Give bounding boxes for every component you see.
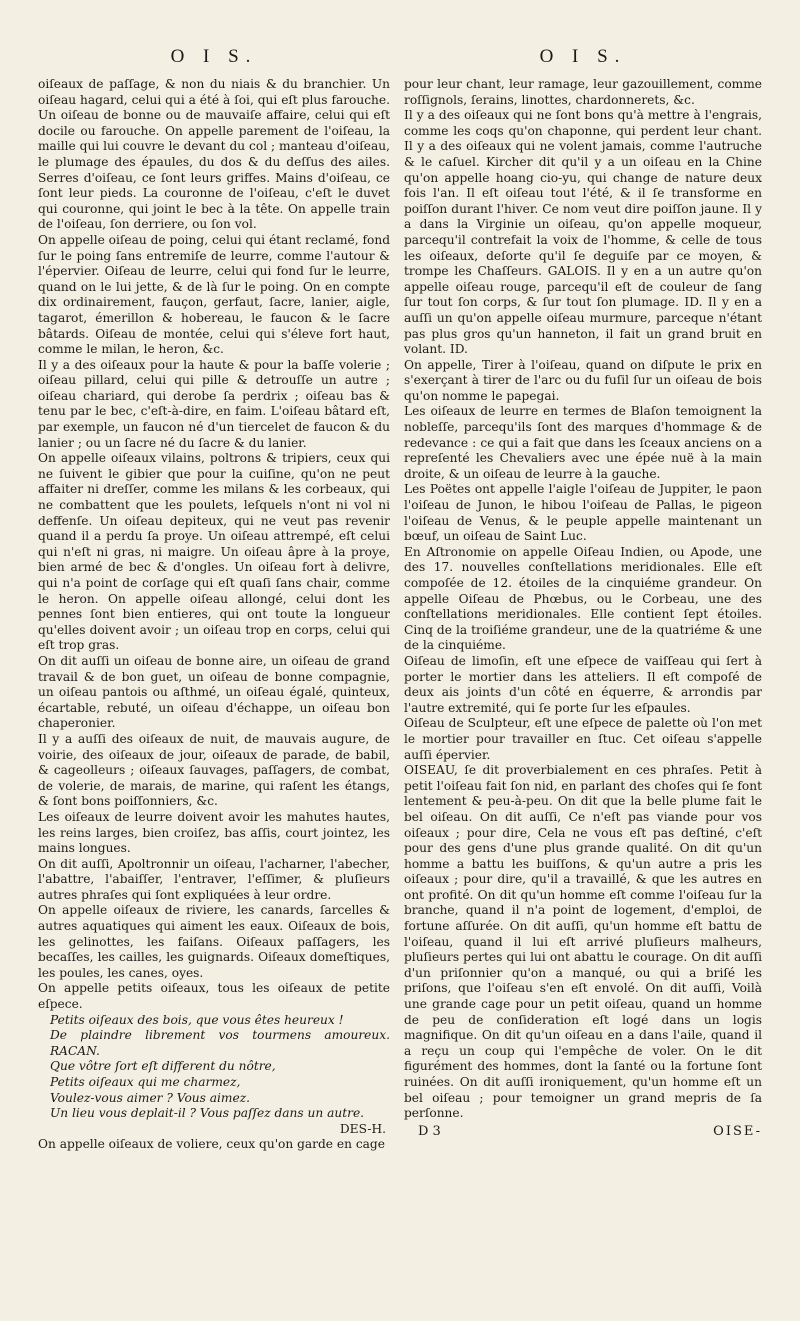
paragraph: On appelle, Tirer à l'oiſeau, quand on diſpute le prix en s'exerçant à tirer de l'arc ou du fuſil ſur un oiſeau de bois qu'on nomme le papegai.	[404, 357, 762, 403]
poem-line: Petits oiſeaux qui me charmez,	[50, 1075, 241, 1089]
poem-line: Un lieu vous deplait-il ? Vous paſſez dans un autre.	[50, 1106, 365, 1121]
poem-line: Voulez-vous aimer ? Vous aimez.	[50, 1090, 250, 1105]
poem-line: De plaindre librement vos tourmens amoureux. RACAN.	[50, 1028, 390, 1058]
paragraph: Les oiſeaux de leurre en termes de Blaſon temoignent la nobleſſe, parcequ'ils ſont des marques d'hommage & de redevance : ce qui a fait que dans les ſceaux anciens on a repreſenté les Chevaliers avec une épée nuë à la main droite, & un oiſeau de leurre à la gauche.	[404, 404, 762, 481]
paragraph: On appelle oiſeaux vilains, poltrons & tripiers, ceux qui ne ſuivent le gibier que pour la cuiſine, qu'on ne peut affaiter ni dreſſer, comme les milans & les corbeaux, qui ne combattent que les poulets, leſquels n'ont ni vol ni deffenſe. Un oiſeau depiteux, qui ne veut pas revenir quand il a perdu ſa proye. Un oiſeau attrempé, eſt celui qui n'eſt ni gras, ni maigre. Un oiſeau âpre à la proye, bien armé de bec & d'ongles. Un oiſeau fort à delivre, qui n'a point de corſage qui eſt quaſi ſans chair, comme le heron. On appelle oiſeau allongé, celui dont les pennes ſont bien entieres, qui ont toute la longueur qu'elles doivent avoir ; un oiſeau trop en corps, celui qui eſt trop gras.	[38, 451, 390, 653]
paragraph: Les Poëtes ont appelle l'aigle l'oiſeau de Juppiter, le paon l'oiſeau de Junon, le hibou l'oiſeau de Pallas, le pigeon l'oiſeau de Venus, & le peuple appelle maintenant un bœuf, un oiſeau de Saint Luc.	[404, 482, 762, 544]
paragraph: OISEAU, ſe dit proverbialement en ces phraſes. Petit à petit l'oiſeau fait ſon nid, en parlant des choſes qui ſe font lentement & peu-à-peu. On dit que la belle plume fait le bel oiſeau. On dit auſſi, Ce n'eſt pas viande pour vos oiſeaux ; pour dire, Cela ne vous eſt pas deſtiné, c'eſt pour des gens d'une plus grande qualité. On dit qu'un homme a battu les buiſſons, & qu'un autre a pris les oiſeaux ; pour dire, qu'il a travaillé, & que les autres en ont profité. On dit qu'un homme eſt comme l'oiſeau ſur la branche, quand il n'a point de logement, d'emploi, de fortune aſſurée. On dit auſſi, qu'un homme eſt battu de l'oiſeau, quand il lui eſt arrivé pluſieurs malheurs, pluſieurs pertes qui lui ont abattu le courage. On dit auſſi d'un priſonnier qu'on a manqué, ou qui a briſé les priſons, que l'oiſeau s'en eſt envolé. On dit auſſi, Voilà une grande cage pour un petit oiſeau, quand un homme de peu de conſideration eſt logé dans un logis magnifique. On dit qu'un oiſeau en a dans l'aile, quand il a reçu un coup qui l'empêche de voler. On le dit figurément des hommes, dont la ſanté ou la fortune ſont ruinées. On dit auſſi ironiquement, qu'un homme eſt un bel oiſeau ; pour temoigner un grand mepris de ſa perſonne.	[404, 763, 762, 1121]
paragraph: Les oiſeaux de leurre doivent avoir les mahutes hautes, les reins larges, bien croiſez, bas aſſis, court jointez, les mains longues.	[38, 809, 390, 856]
paragraph: Oiſeau de Sculpteur, eſt une eſpece de palette où l'on met le mortier pour travailler en ſtuc. Cet oiſeau s'appelle auſſi épervier.	[404, 716, 762, 762]
paragraph: On appelle oiſeau de poing, celui qui étant reclamé, fond ſur le poing ſans entremiſe de leurre, comme l'autour & l'épervier. Oiſeau de leurre, celui qui fond ſur le leurre, quand on le lui jette, & de là ſur le poing. On en compte dix ordinairement, fauçon, gerfaut, ſacre, lanier, aigle, tagarot, émerillon & hobereau, le faucon & le ſacre bâtards. Oiſeau de montée, celui qui s'éleve fort haut, comme le milan, le heron, &c.	[38, 232, 390, 357]
paragraph: On appelle oiſeaux de riviere, les canards, ſarcelles & autres aquatiques qui aiment les eaux. Oiſeaux de bois, les gelinottes, les faiſans. Oiſeaux paſſagers, les becaſſes, les cailles, les guignards. Oiſeaux domeſtiques, les poules, les canes, oyes.	[38, 903, 390, 980]
running-head-left: O I S.	[170, 46, 258, 67]
paragraph: Il y a auſſi des oiſeaux de nuit, de mauvais augure, de voirie, des oiſeaux de jour, oiſeaux de parade, de babil, & cageolleurs ; oiſeaux ſauvages, paſſagers, de combat, de volerie, de marais, de marine, qui raſent les étangs, & ſont bons poiſſonniers, &c.	[38, 731, 390, 809]
paragraph: En Aſtronomie on appelle Oiſeau Indien, ou Apode, une des 17. nouvelles conſtellations meridionales. Elle eſt compoſée de 12. étoiles de la cinquiéme grandeur. On appelle Oiſeau de Phœbus, ou le Corbeau, une des conſtellations meridionales. Elle contient ſept étoiles. Cinq de la troiſiéme grandeur, une de la quatriéme & une de la cinquiéme.	[404, 544, 762, 653]
paragraph: Il y a des oiſeaux pour la haute & pour la baſſe volerie ; oiſeau pillard, celui qui pille & detrouſſe un autre ; oiſeau chariard, qui derobe ſa perdrix ; oiſeau bas & tenu par le bec, c'eſt-à-dire, en faim. L'oiſeau bâtard eſt, par exemple, un faucon né d'un tiercelet de faucon & du lanier ; ou un ſacre né du ſacre & du lanier.	[38, 357, 390, 450]
paragraph: oiſeaux de paſſage, & non du niais & du branchier. Un oiſeau hagard, celui qui a été à ſoi, qui eſt plus farouche. Un oiſeau de bonne ou de mauvaiſe affaire, celui qui eſt docile ou farouche. On appelle parement de l'oiſeau, la maille qui lui couvre le devant du col ; manteau d'oiſeau, le plumage des épaules, du dos & du deſſus des ailes. Serres d'oiſeau, ce ſont leurs griffes. Mains d'oiſeau, ce ſont leur pieds. La couronne de l'oiſeau, c'eſt le duvet qui couronne, qui joint le bec à la tête. On appelle train de l'oiſeau, ſon derriere, ou ſon vol.	[38, 77, 390, 232]
paragraph: Il y a des oiſeaux qui ne ſont bons qu'à mettre à l'engrais, comme les coqs qu'on chaponne, qui perdent leur chant. Il y a des oiſeaux qui ne volent jamais, comme l'autruche & le caſuel. Kircher dit qu'il y a un oiſeau en la Chine qu'on appelle hoang cio-yu, qui change de nature deux fois l'an. Il eſt oiſeau tout l'été, & il ſe transforme en poiſſon durant l'hiver. Ce nom veut dire poiſſon jaune. Il y a dans la Virginie un oiſeau, qu'on appelle moqueur, parcequ'il contrefait la voix de l'homme, & celle de tous les oiſeaux, deſorte qu'il ſe deguiſe par ce moyen, & trompe les Chaſſeurs. GALOIS. Il y en a un autre qu'on appelle oiſeau rouge, parcequ'il eſt de couleur de ſang ſur tout ſon corps, & ſur tout ſon plumage. ID. Il y en a auſſi un qu'on appelle oiſeau murmure, parceque n'étant pas plus gros qu'un hanneton, il fait un grand bruit en volant. ID.	[404, 108, 762, 357]
paragraph: Oiſeau de limoſin, eſt une eſpece de vaiſſeau qui ſert à porter le mortier dans les atteliers. Il eſt compoſé de deux ais joints d'un côté en équerre, & arrondis par l'autre extremité, qui ſe porte ſur les eſpaules.	[404, 653, 762, 715]
paragraph: On appelle oiſeaux de voliere, ceux qu'on garde en cage	[38, 1137, 385, 1152]
paragraph: pour leur chant, leur ramage, leur gazouillement, comme roſſignols, ſerains, linottes, chardonnerets, &c.	[404, 77, 762, 107]
right-column	[404, 46, 762, 1153]
running-head-right: O I S.	[539, 46, 627, 67]
catchword: OISE-	[713, 1123, 762, 1139]
signature-mark: D 3	[418, 1123, 441, 1139]
paragraph: On dit auſſi un oiſeau de bonne aire, un oiſeau de grand travail & de bon guet, un oiſeau de bonne compagnie, un oiſeau pantois ou aſthmé, un oiſeau égalé, quinteux, écartable, rebuté, un oiſeau d'échappe, un oiſeau bon chaperonier.	[38, 653, 390, 731]
left-column	[38, 46, 390, 1153]
paragraph: On dit auſſi, Apoltronnir un oiſeau, l'acharner, l'abecher, l'abattre, l'abaiſſer, l'entraver, l'eſſimer, & pluſieurs autres phraſes qui ſont expliquées à leur ordre.	[38, 856, 390, 902]
page-footer	[404, 1124, 762, 1139]
poem-line: Que vôtre ſort eſt different du nôtre,	[50, 1059, 276, 1074]
poem-line: Petits oiſeaux des bois, que vous êtes heureux !	[50, 1012, 344, 1027]
paragraph: On appelle petits oiſeaux, tous les oiſeaux de petite eſpece.	[38, 981, 390, 1012]
poem-author: DES-H.	[339, 1121, 386, 1136]
